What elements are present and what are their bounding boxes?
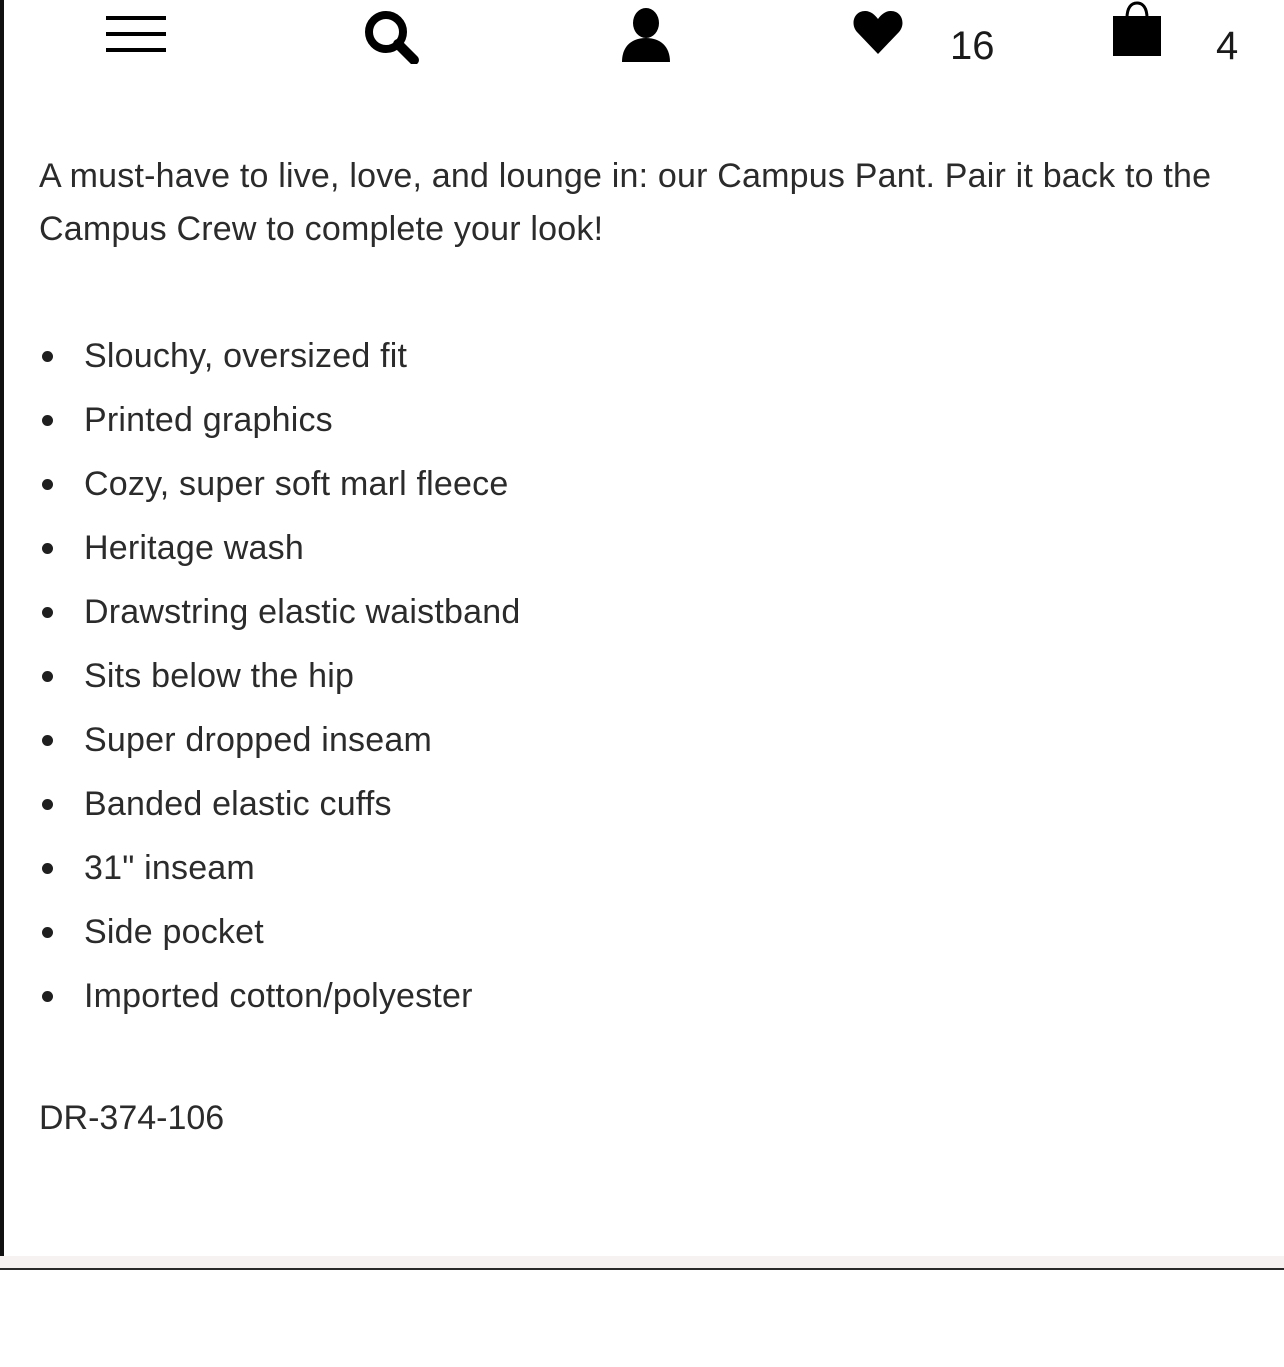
list-item [39, 772, 1259, 836]
bullet-icon [42, 863, 53, 874]
feature-list [39, 324, 1259, 1028]
bullet-icon [42, 607, 53, 618]
feature-text: Banded elastic cuffs [84, 785, 392, 823]
bullet-icon [42, 351, 53, 362]
feature-text: Heritage wash [84, 529, 304, 567]
bullet-icon [42, 735, 53, 746]
top-navigation-bar [4, 0, 1284, 80]
product-description: A must-have to live, love, and lounge in: our Campus Pant. Pair it back to the Campus Crew to complete your look! [39, 157, 1212, 248]
list-item [39, 708, 1259, 772]
feature-text: Slouchy, oversized fit [84, 337, 408, 375]
bag-icon[interactable] [1110, 0, 1164, 60]
feature-text: Super dropped inseam [84, 721, 433, 759]
list-item [39, 964, 1259, 1028]
wishlist-count[interactable]: 16 [950, 24, 995, 68]
menu-icon[interactable] [104, 12, 168, 56]
list-item [39, 324, 1259, 388]
bullet-icon [42, 927, 53, 938]
list-item [39, 516, 1259, 580]
list-item [39, 644, 1259, 708]
feature-text: Sits below the hip [84, 657, 355, 695]
bullet-icon [42, 799, 53, 810]
feature-text: Drawstring elastic waistband [84, 593, 521, 631]
list-item [39, 452, 1259, 516]
account-icon[interactable] [618, 6, 674, 64]
feature-text: Cozy, super soft marl fleece [84, 465, 509, 503]
heart-icon[interactable] [852, 8, 904, 56]
feature-text: 31" inseam [84, 849, 255, 887]
list-item [39, 900, 1259, 964]
list-item [39, 580, 1259, 644]
feature-text: Printed graphics [84, 401, 333, 439]
list-item [39, 836, 1259, 900]
feature-text: Side pocket [84, 913, 264, 951]
product-details [39, 150, 1259, 1142]
bullet-icon [42, 991, 53, 1002]
frame-bottom-edge [0, 1256, 1284, 1270]
search-icon[interactable] [360, 8, 422, 64]
bullet-icon [42, 543, 53, 554]
bullet-icon [42, 479, 53, 490]
bullet-icon [42, 671, 53, 682]
feature-text: Imported cotton/polyester [84, 977, 473, 1015]
product-sku: DR-374-106 [39, 1099, 225, 1137]
bullet-icon [42, 415, 53, 426]
cart-count[interactable]: 4 [1216, 24, 1239, 68]
list-item [39, 388, 1259, 452]
